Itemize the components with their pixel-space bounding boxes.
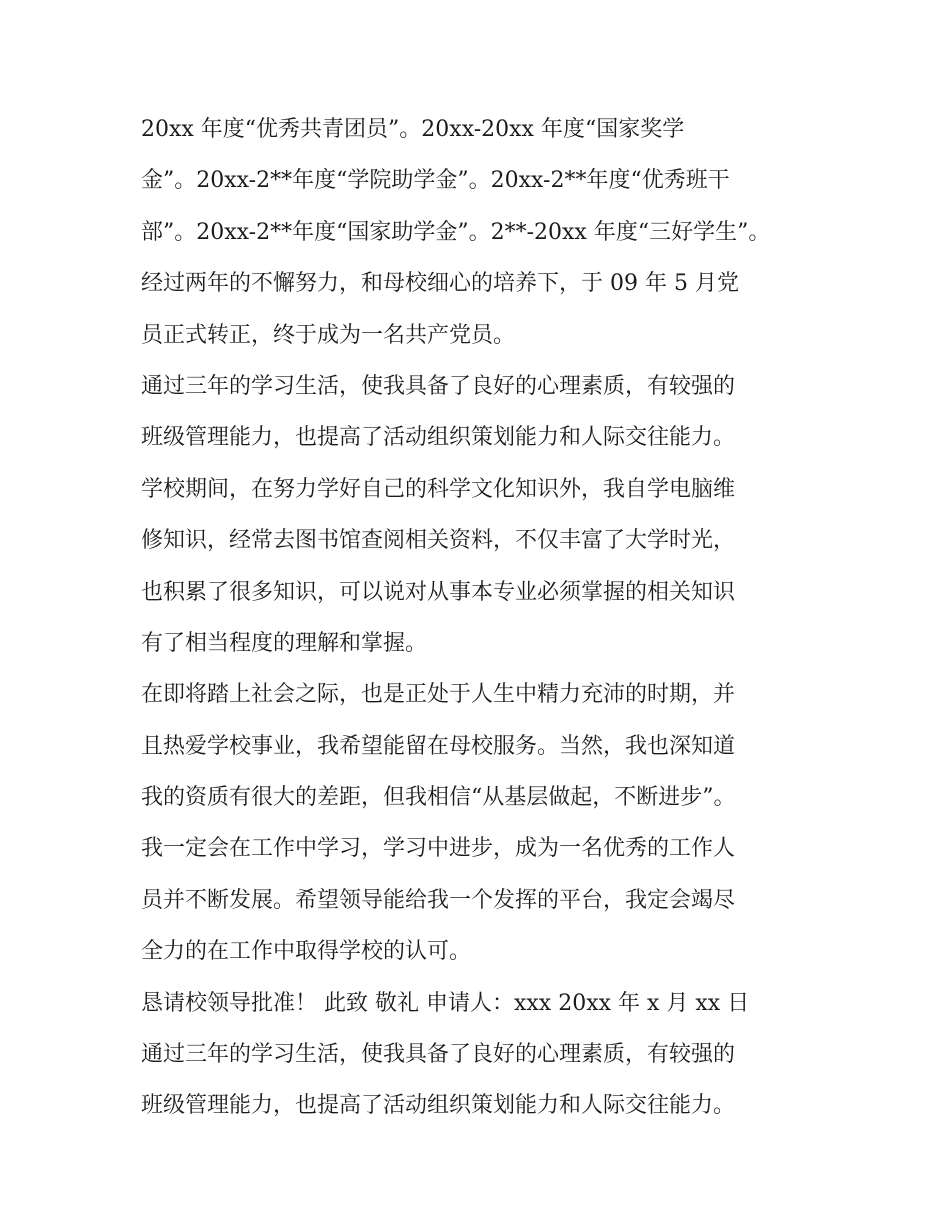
body-line-3: 部”。20xx-2**年度“国家助学金”。2**-20xx 年度“三好学生”。 [141, 219, 771, 245]
body-line-11: 有了相当程度的理解和掌握。 [141, 630, 428, 656]
body-line-14: 我的资质有很大的差距，但我相信“从基层做起，不断进步”。 [141, 785, 736, 811]
body-line-4: 经过两年的不懈努力，和母校细心的培养下，于 09 年 5 月党 [141, 271, 739, 297]
body-line-12: 在即将踏上社会之际，也是正处于人生中精力充沛的时期，并 [141, 682, 736, 708]
body-line-9: 修知识，经常去图书馆查阅相关资料，不仅丰富了大学时光， [141, 528, 736, 554]
body-line-10: 也积累了很多知识，可以说对从事本专业必须掌握的相关知识 [141, 579, 736, 605]
body-line-8: 学校期间，在努力学好自己的科学文化知识外，我自学电脑维 [141, 476, 736, 502]
document-body [141, 108, 821, 1136]
body-line-6: 通过三年的学习生活，使我具备了良好的心理素质，有较强的 [141, 373, 736, 399]
body-line-16: 员并不断发展。希望领导能给我一个发挥的平台，我定会竭尽 [141, 887, 736, 913]
body-line-15: 我一定会在工作中学习，学习中进步，成为一名优秀的工作人 [141, 836, 736, 862]
body-line-17: 全力的在工作中取得学校的认可。 [141, 939, 472, 965]
body-line-5: 员正式转正，终于成为一名共产党员。 [141, 322, 516, 348]
body-line-19: 通过三年的学习生活，使我具备了良好的心理素质，有较强的 [141, 1042, 736, 1068]
body-line-18: 恳请校领导批准！ 此致 敬礼 申请人：xxx 20xx 年 x 月 xx 日 [141, 990, 750, 1016]
body-line-7: 班级管理能力，也提高了活动组织策划能力和人际交往能力。 [141, 425, 736, 451]
body-line-13: 且热爱学校事业，我希望能留在母校服务。当然，我也深知道 [141, 733, 736, 759]
body-line-20: 班级管理能力，也提高了活动组织策划能力和人际交往能力。 [141, 1093, 736, 1119]
body-line-1: 20xx 年度“优秀共青团员”。20xx-20xx 年度“国家奖学 [141, 117, 685, 142]
body-line-2: 金”。20xx-2**年度“学院助学金”。20xx-2**年度“优秀班干 [141, 168, 730, 194]
